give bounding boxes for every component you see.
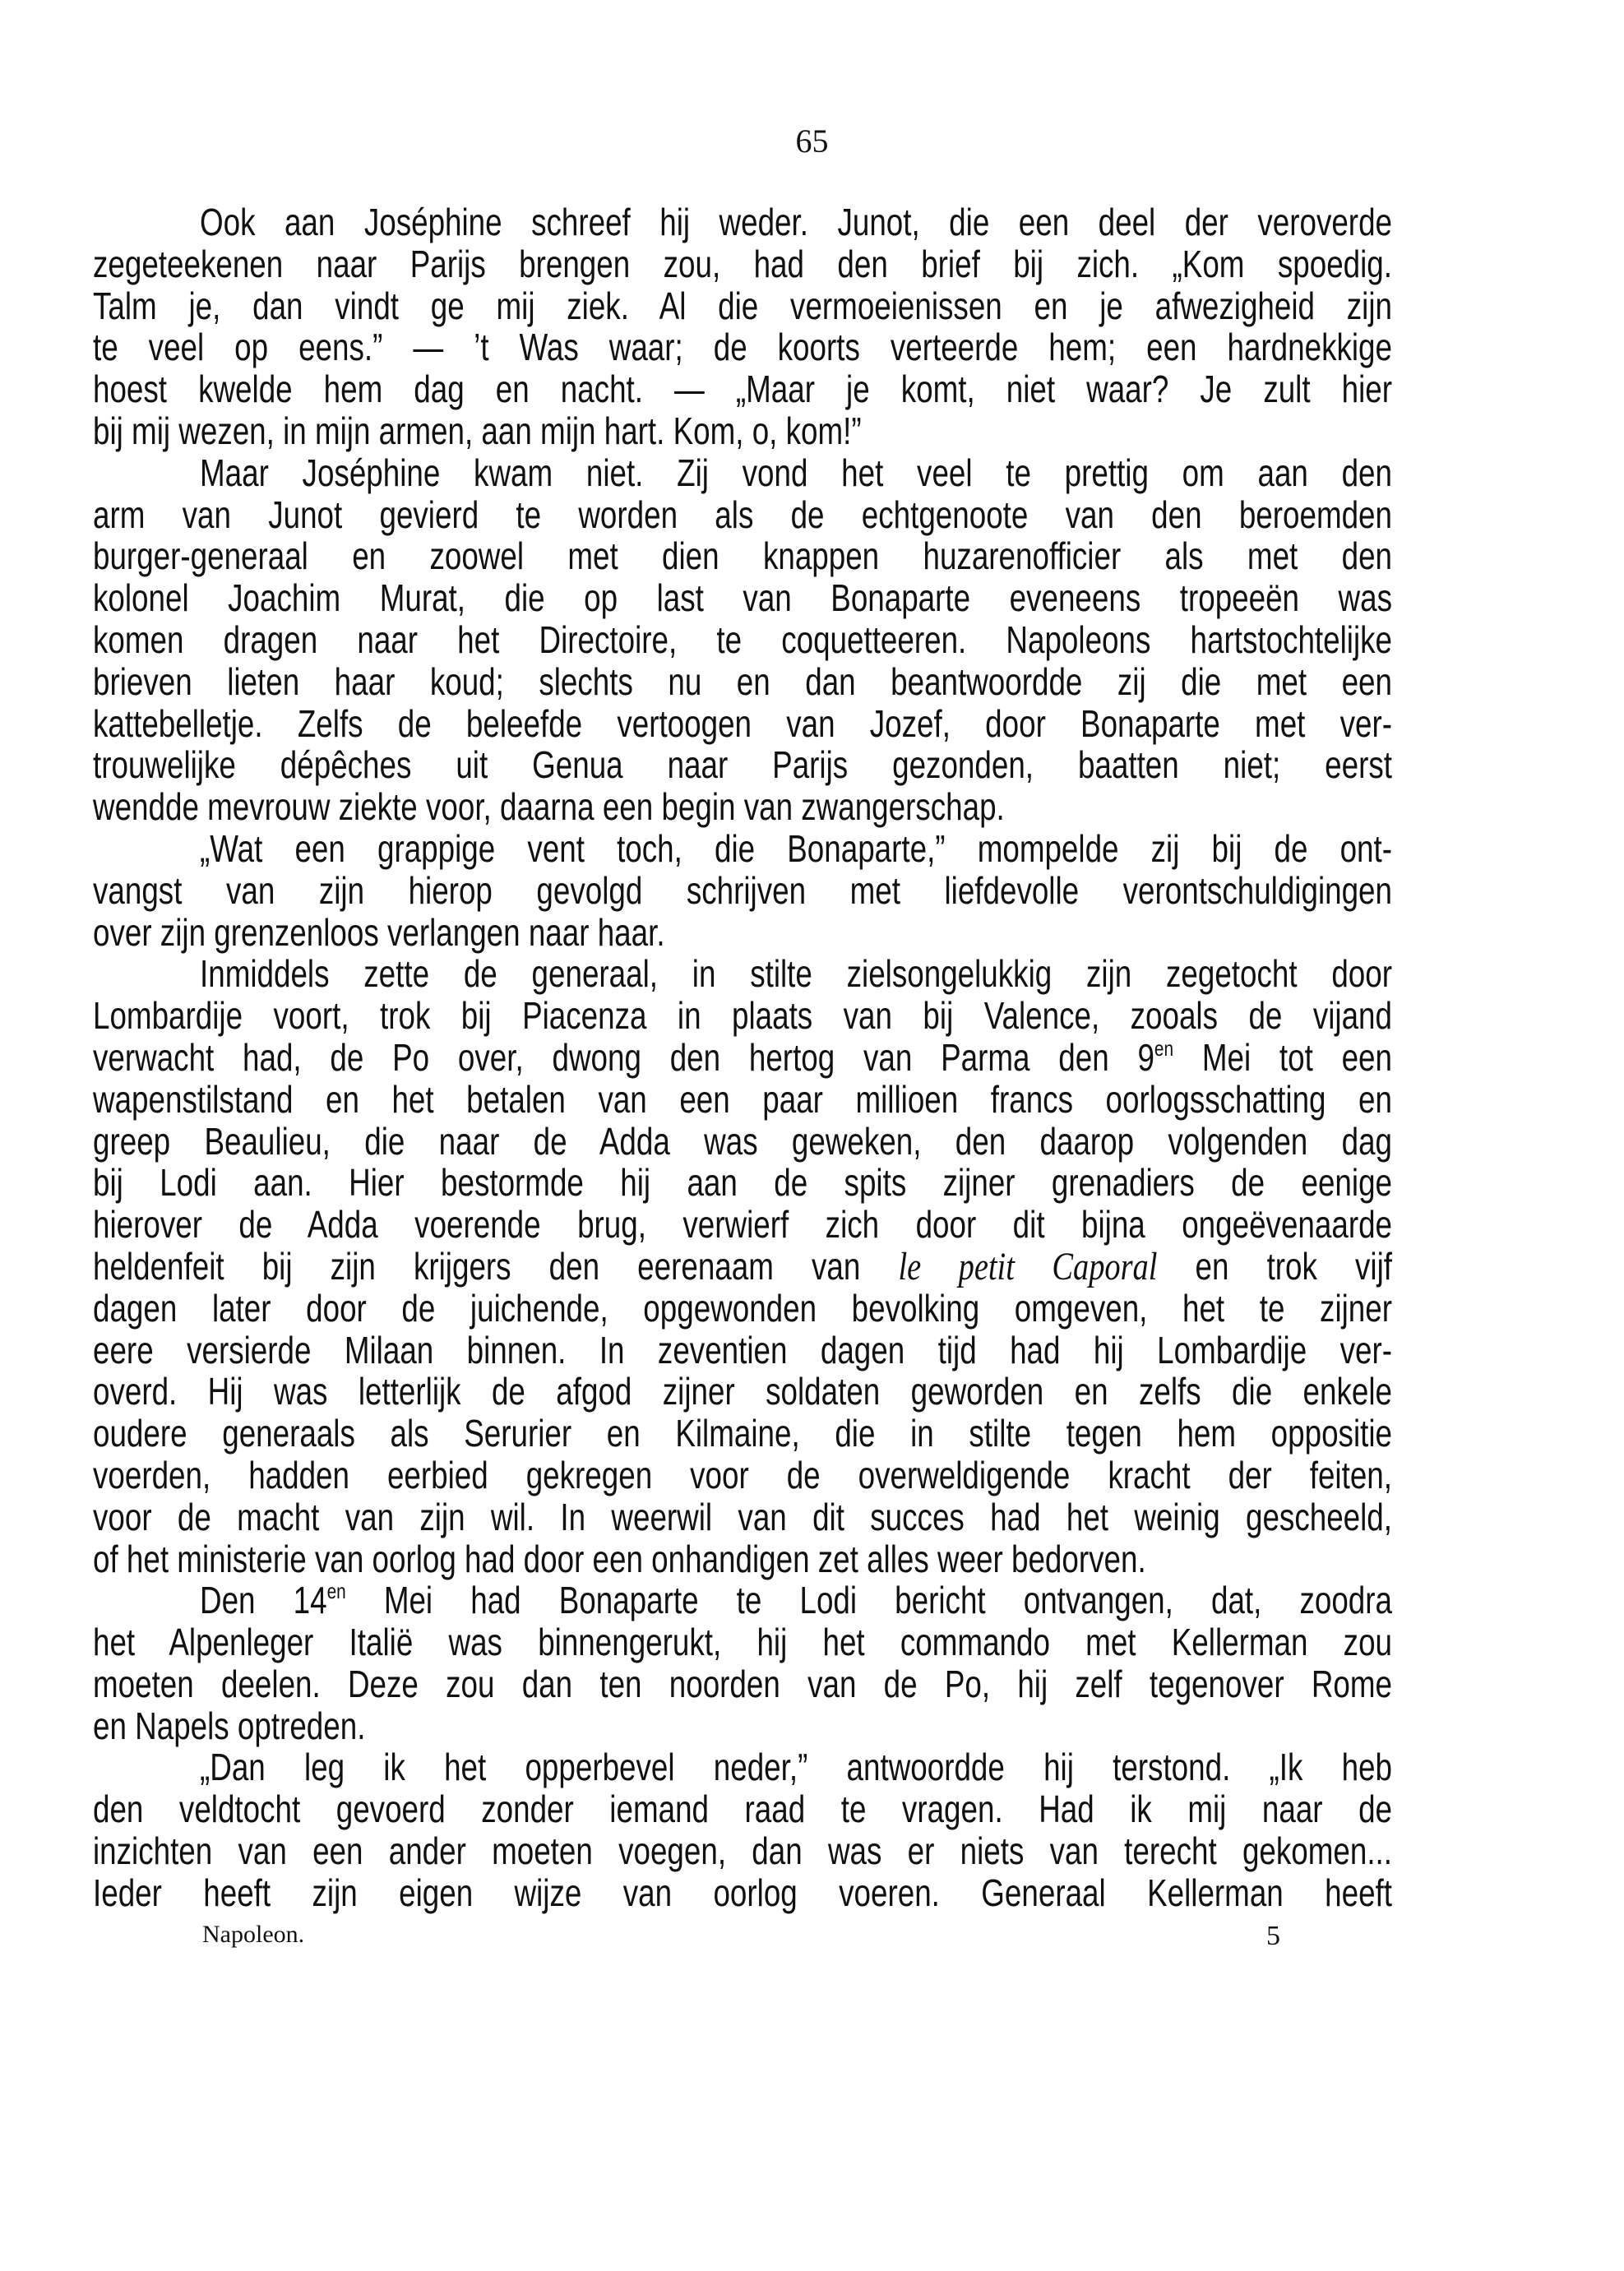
- text-run: oudere generaals als Serurier en Kilmaine, die in stilte tegen hem oppositie: [93, 1412, 1392, 1455]
- text-run: bij mij wezen, in mijn armen, aan mijn hart. Kom, o, kom!”: [93, 409, 862, 452]
- text-line: [93, 1288, 1392, 1330]
- text-run: komen dragen naar het Directoire, te coquetteeren. Napoleons hartstochtelijke: [93, 617, 1392, 661]
- text-run: wendde mevrouw ziekte voor, daarna een begin van zwangerschap.: [93, 785, 1005, 829]
- text-line: [93, 1455, 1392, 1496]
- text-run: het Alpenleger Italië was binnengerukt, hij het commando met Kellerman zou: [93, 1621, 1392, 1664]
- text-run: verwacht had, de Po over, dwong den hertog van Parma den 9: [93, 1035, 1154, 1079]
- text-run: Ieder heeft zijn eigen wijze van oorlog voeren. Generaal Kellerman heeft: [93, 1871, 1392, 1914]
- text-line: [93, 870, 1392, 912]
- paragraph: [93, 1746, 1392, 1913]
- text-run: moeten deelen. Deze zou dan ten noorden van de Po, hij zelf tegenover Rome: [93, 1662, 1392, 1705]
- paragraph: [93, 828, 1392, 953]
- text-line: [93, 368, 1392, 410]
- text-line: [93, 828, 1392, 870]
- footer-sheet-number: 5: [1266, 1921, 1280, 1951]
- text-run: bij Lodi aan. Hier bestormde hij aan de spits zijner grenadiers de eenige: [93, 1161, 1392, 1205]
- text-run: te veel op eens.” — ’t Was waar; de koorts verteerde hem; een hardnekkige: [93, 326, 1392, 369]
- text-run: Maar Joséphine kwam niet. Zij vond het veel te prettig om aan den: [200, 451, 1392, 494]
- text-run: voor de macht van zijn wil. In weerwil van dit succes had het weinig gescheeld,: [93, 1495, 1392, 1538]
- text-line: [93, 1413, 1392, 1455]
- text-run: over zijn grenzenloos verlangen naar haar.: [93, 910, 665, 954]
- text-line: [93, 285, 1392, 327]
- text-line: [93, 1162, 1392, 1204]
- superscript: en: [326, 1579, 346, 1604]
- text-run: greep Beaulieu, die naar de Adda was geweken, den daarop volgenden dag: [93, 1119, 1392, 1163]
- text-run: kolonel Joachim Murat, die op last van Bonaparte eveneens tropeeën was: [93, 576, 1392, 620]
- text-run: den veldtocht gevoerd zonder iemand raad te vragen. Had ik mij naar de: [93, 1788, 1392, 1831]
- text-run: voerden, hadden eerbied gekregen voor de overweldigende kracht der feiten,: [93, 1453, 1392, 1496]
- page-number: 65: [795, 123, 829, 160]
- text-run: Mei tot een: [1173, 1035, 1392, 1079]
- italic-phrase: le petit Caporal: [898, 1244, 1158, 1288]
- text-run: arm van Junot gevierd te worden als de echtgenoote van den beroemden: [93, 493, 1392, 536]
- text-line: [93, 1204, 1392, 1246]
- text-run: „Dan leg ik het opperbevel neder,” antwoordde hij terstond. „Ik heb: [200, 1746, 1392, 1789]
- text-line: [93, 1538, 1392, 1580]
- text-line: [93, 452, 1392, 494]
- text-line: [93, 1872, 1392, 1914]
- paragraph: [93, 201, 1392, 452]
- text-line: [93, 535, 1392, 577]
- text-run: en Napels optreden.: [93, 1704, 366, 1747]
- text-run: Talm je, dan vindt ge mij ziek. Al die vermoeienissen en je afwezigheid zijn: [93, 284, 1392, 327]
- text-line: [93, 1580, 1392, 1621]
- text-line: [93, 703, 1392, 745]
- text-line: [93, 326, 1392, 368]
- text-run: trouwelijke dépêches uit Genua naar Parijs gezonden, baatten niet; eerst: [93, 743, 1392, 787]
- text-line: [93, 1830, 1392, 1872]
- text-line: [93, 1037, 1392, 1079]
- text-line: [93, 1705, 1392, 1747]
- text-line: [93, 1746, 1392, 1788]
- text-line: [93, 786, 1392, 828]
- text-run: hoest kwelde hem dag en nacht. — „Maar je komt, niet waar? Je zult hier: [93, 368, 1392, 411]
- paragraph: [93, 953, 1392, 1580]
- text-run: of het ministerie van oorlog had door een onhandigen zet alles weer bedorven.: [93, 1537, 1146, 1580]
- text-run: eere versierde Milaan binnen. In zeventien dagen tijd had hij Lombardije ver-: [93, 1328, 1392, 1371]
- text-run: Inmiddels zette de generaal, in stilte zielsongelukkig zijn zegetocht door: [200, 952, 1392, 996]
- text-run: dagen later door de juichende, opgewonden bevolking omgeven, het te zijner: [93, 1286, 1392, 1330]
- paragraph: [93, 452, 1392, 828]
- text-run: Mei had Bonaparte te Lodi bericht ontvangen, dat, zoodra: [345, 1579, 1393, 1622]
- text-line: [93, 1371, 1392, 1413]
- text-line: [93, 1663, 1392, 1705]
- text-line: [93, 201, 1392, 243]
- text-run: Lombardije voort, trok bij Piacenza in plaats van bij Valence, zooals de vijand: [93, 994, 1392, 1038]
- text-run: burger-generaal en zoowel met dien knappen huzarenofficier als met den: [93, 534, 1392, 578]
- text-run: inzichten van een ander moeten voegen, dan was er niets van terecht gekomen...: [93, 1829, 1392, 1873]
- text-line: [93, 577, 1392, 619]
- superscript: en: [1154, 1035, 1174, 1061]
- text-run: Den 14: [200, 1579, 327, 1622]
- text-line: [93, 1621, 1392, 1663]
- text-run: brieven lieten haar koud; slechts nu en dan beantwoordde zij die met een: [93, 659, 1392, 703]
- text-run: hierover de Adda voerende brug, verwierf zich door dit bijna ongeëvenaarde: [93, 1203, 1392, 1247]
- text-line: [93, 661, 1392, 703]
- text-run: en trok vijf: [1157, 1244, 1392, 1288]
- text-line: [93, 1246, 1392, 1288]
- text-line: [93, 744, 1392, 786]
- text-line: [93, 494, 1392, 536]
- text-line: [93, 619, 1392, 661]
- page-body-text: [93, 201, 1392, 1914]
- text-line: [93, 1330, 1392, 1371]
- text-run: „Wat een grappige vent toch, die Bonaparte,” mompelde zij bij de ont-: [200, 826, 1392, 870]
- text-run: zegeteekenen naar Parijs brengen zou, had den brief bij zich. „Kom spoedig.: [93, 242, 1392, 285]
- text-run: heldenfeit bij zijn krijgers den eerenaam van: [93, 1244, 899, 1288]
- text-line: [93, 953, 1392, 995]
- text-run: wapenstilstand en het betalen van een paar millioen francs oorlogsschatting en: [93, 1077, 1392, 1121]
- footer-signature: Napoleon.: [202, 1921, 305, 1948]
- text-line: [93, 912, 1392, 954]
- text-run: kattebelletje. Zelfs de beleefde vertoogen van Jozef, door Bonaparte met ver-: [93, 701, 1392, 745]
- text-line: [93, 1788, 1392, 1830]
- text-line: [93, 1121, 1392, 1163]
- text-line: [93, 243, 1392, 285]
- text-line: [93, 410, 1392, 452]
- text-line: [93, 1496, 1392, 1538]
- paragraph: [93, 1580, 1392, 1746]
- text-run: vangst van zijn hierop gevolgd schrijven met liefdevolle verontschuldigingen: [93, 868, 1392, 912]
- text-line: [93, 995, 1392, 1037]
- text-run: Ook aan Joséphine schreef hij weder. Junot, die een deel der veroverde: [200, 201, 1392, 243]
- text-run: overd. Hij was letterlijk de afgod zijner soldaten geworden en zelfs die enkele: [93, 1370, 1392, 1413]
- text-line: [93, 1079, 1392, 1121]
